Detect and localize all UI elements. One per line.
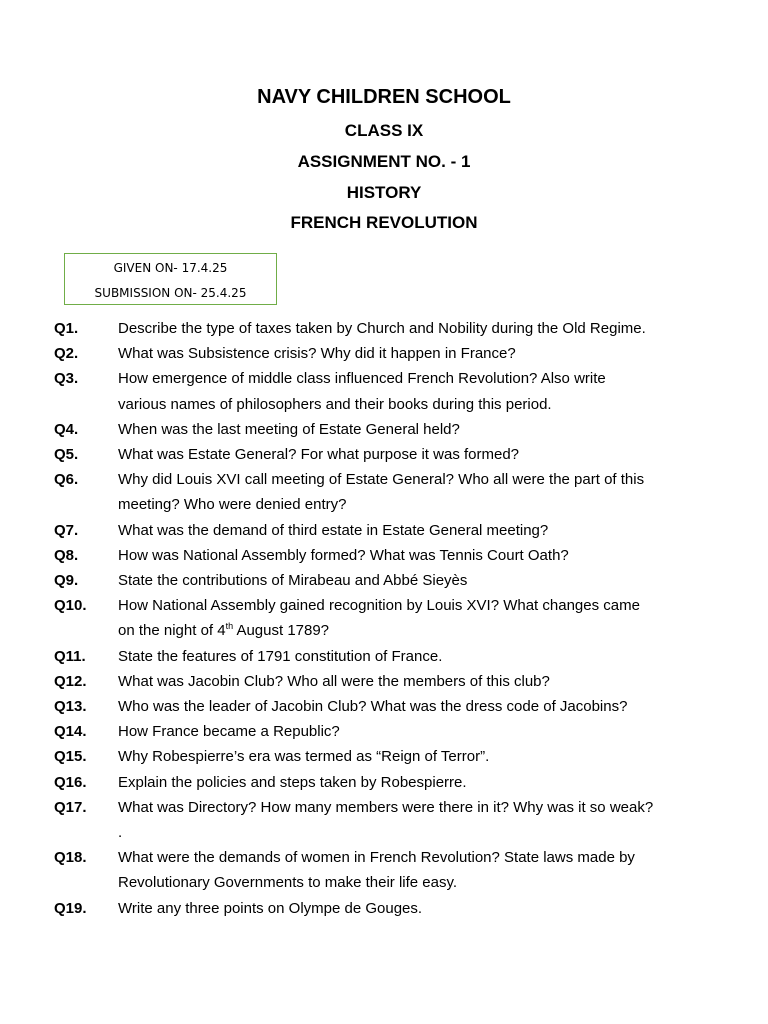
date-text-after: August 1789?	[233, 622, 330, 640]
question-list	[0, 316, 768, 921]
question-number: Q7.	[54, 521, 79, 539]
question-item	[0, 694, 768, 719]
question-number: Q11.	[54, 647, 86, 665]
school-name: NAVY CHILDREN SCHOOL	[257, 86, 511, 108]
question-text: What was Directory? How many members were there in it? Why was it so weak?	[118, 798, 654, 816]
question-text: Who was the leader of Jacobin Club? What was the dress code of Jacobins?	[118, 698, 628, 716]
question-item	[0, 795, 768, 845]
question-item	[0, 341, 768, 366]
question-item	[0, 442, 768, 467]
question-item	[0, 568, 768, 593]
question-text: What was Subsistence crisis? Why did it happen in France?	[118, 345, 516, 363]
question-text: Why Robespierre’s era was termed as “Reign of Terror”.	[118, 748, 490, 766]
question-text: When was the last meeting of Estate General held?	[118, 420, 460, 438]
question-item	[0, 744, 768, 769]
question-number: Q14.	[54, 723, 87, 741]
class-heading: CLASS IX	[344, 121, 424, 140]
question-text: State the contributions of Mirabeau and Abbé Sieyès	[118, 572, 468, 590]
question-number: Q18.	[54, 849, 87, 867]
question-item	[0, 366, 768, 416]
question-item	[0, 845, 768, 895]
question-text: How National Assembly gained recognition by Louis XVI? What changes came	[118, 597, 640, 615]
subject-heading: HISTORY	[346, 183, 422, 202]
question-number: Q4.	[54, 420, 79, 438]
question-number: Q5.	[54, 446, 79, 464]
question-number: Q17.	[54, 798, 87, 816]
date-text-before: on the night of 4	[118, 622, 226, 640]
dates-box	[64, 253, 277, 305]
question-text-continued: meeting? Who were denied entry?	[118, 496, 347, 514]
question-number: Q6.	[54, 471, 79, 489]
question-text: Write any three points on Olympe de Gouges.	[118, 899, 423, 917]
question-text-continued: .	[118, 824, 123, 842]
question-text: Describe the type of taxes taken by Church and Nobility during the Old Regime.	[118, 320, 646, 337]
question-number: Q16.	[54, 773, 87, 791]
question-number: Q2.	[54, 345, 79, 363]
question-item	[0, 316, 768, 341]
question-item	[0, 669, 768, 694]
question-number: Q8.	[54, 546, 79, 564]
assignment-heading: ASSIGNMENT NO. - 1	[297, 152, 471, 171]
question-number: Q9.	[54, 572, 79, 590]
question-number: Q15.	[54, 748, 87, 766]
question-number: Q3.	[54, 370, 79, 388]
question-text: What were the demands of women in French Revolution? State laws made by	[118, 849, 635, 867]
submission-date: SUBMISSION ON- 25.4.25	[94, 286, 247, 300]
question-item	[0, 644, 768, 669]
question-text-continued: Revolutionary Governments to make their life easy.	[118, 874, 458, 892]
question-text: What was Jacobin Club? Who all were the members of this club?	[118, 672, 550, 690]
question-text-continued	[118, 618, 678, 643]
question-item	[0, 593, 768, 643]
question-item	[0, 543, 768, 568]
question-item	[0, 417, 768, 442]
question-text: State the features of 1791 constitution of France.	[118, 647, 443, 665]
ordinal-suffix: th	[225, 621, 234, 632]
question-text: How was National Assembly formed? What was Tennis Court Oath?	[118, 546, 569, 564]
question-item	[0, 518, 768, 543]
topic-heading: FRENCH REVOLUTION	[290, 213, 478, 232]
question-text: What was the demand of third estate in Estate General meeting?	[118, 521, 549, 539]
question-text: Explain the policies and steps taken by Robespierre.	[118, 773, 467, 791]
question-text: Why did Louis XVI call meeting of Estate General? Who all were the part of this	[118, 471, 645, 489]
question-number: Q10.	[54, 597, 87, 615]
question-number: Q1.	[54, 320, 79, 337]
question-number: Q13.	[54, 698, 87, 716]
question-number: Q12.	[54, 672, 87, 690]
question-text-continued: various names of philosophers and their books during this period.	[118, 395, 552, 413]
question-text: How emergence of middle class influenced French Revolution? Also write	[118, 370, 606, 388]
question-number: Q19.	[54, 899, 87, 917]
question-item	[0, 896, 768, 921]
question-item	[0, 770, 768, 795]
question-item	[0, 467, 768, 517]
question-text: What was Estate General? For what purpose it was formed?	[118, 446, 520, 464]
given-on-date: GIVEN ON- 17.4.25	[113, 261, 228, 275]
question-item	[0, 719, 768, 744]
question-text: How France became a Republic?	[118, 723, 340, 741]
